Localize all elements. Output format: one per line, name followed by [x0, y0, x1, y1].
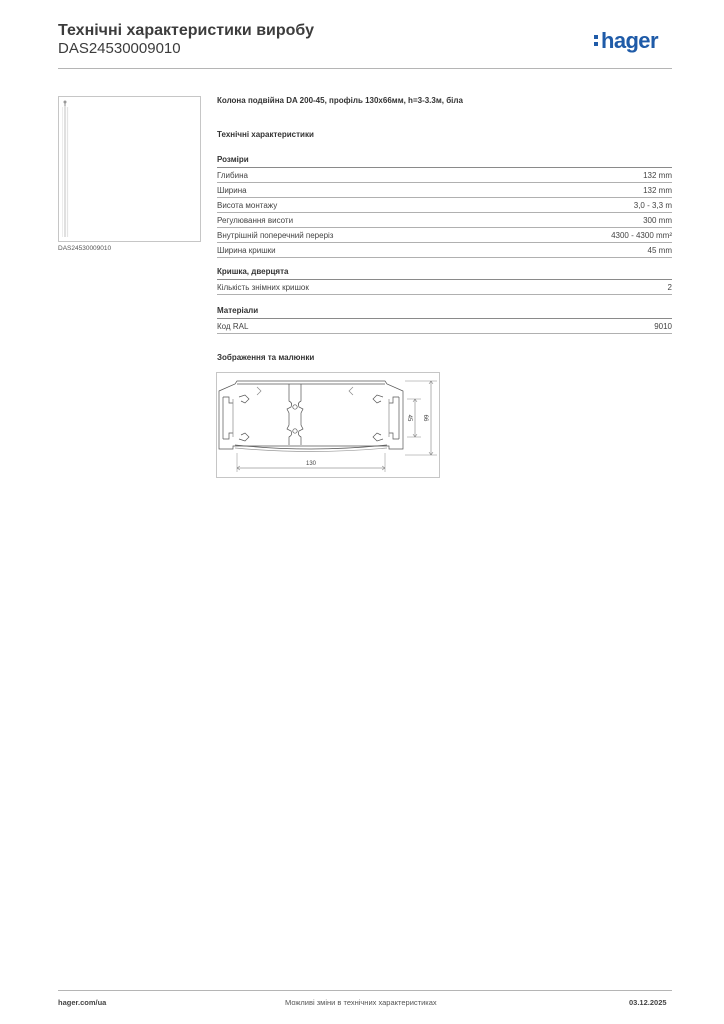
spec-value: 3,0 - 3,3 m [633, 200, 672, 210]
header-divider [58, 68, 672, 69]
spec-value: 132 mm [643, 170, 672, 180]
profile-cross-section-icon [217, 373, 441, 479]
hager-logo [594, 28, 658, 54]
spec-value: 300 mm [643, 215, 672, 225]
drawings-heading: Зображення та малюнки [217, 353, 315, 362]
column-product-icon [59, 97, 202, 243]
specs-heading: Технічні характеристики [217, 130, 314, 139]
spec-row-cover-width [217, 243, 672, 258]
spec-row-removable-covers [217, 280, 672, 295]
group-title-covers: Кришка, дверцята [217, 266, 672, 280]
spec-label: Регулювання висоти [217, 215, 294, 225]
spec-label: Код RAL [217, 321, 249, 331]
spec-value: 2 [667, 282, 672, 292]
product-image [58, 96, 201, 242]
footer-divider [58, 990, 672, 991]
spec-row-depth [217, 168, 672, 183]
spec-row-height-adjustment [217, 213, 672, 228]
spec-label: Ширина [217, 185, 247, 195]
spec-label: Глибина [217, 170, 248, 180]
dimension-inner-height-label: 45 [406, 414, 412, 422]
spec-row-mounting-height [217, 198, 672, 213]
dimension-width-label: 130 [305, 461, 317, 467]
product-image-caption: DAS24530009010 [58, 245, 112, 252]
spec-label: Висота монтажу [217, 200, 278, 210]
footer-website: hager.com/ua [58, 998, 107, 1007]
spec-value: 132 mm [643, 185, 672, 195]
product-description: Колона подвійна DA 200-45, профіль 130х66мм, h=3-3.3м, біла [217, 96, 463, 105]
spec-label: Внутрішній поперечний переріз [217, 230, 334, 240]
page-title: Технічні характеристики виробу [58, 22, 314, 39]
technical-drawing [216, 372, 440, 478]
spec-row-cross-section [217, 228, 672, 243]
footer-date: 03.12.2025 [629, 998, 667, 1007]
product-code-heading: DAS24530009010 [58, 40, 181, 57]
spec-value: 9010 [654, 321, 672, 331]
logo-text: hager [601, 28, 658, 53]
spec-content [217, 96, 672, 362]
spec-label: Ширина кришки [217, 245, 276, 255]
spec-value: 45 mm [647, 245, 672, 255]
dimension-outer-height-label: 66 [422, 414, 428, 422]
spec-row-width [217, 183, 672, 198]
spec-value: 4300 - 4300 mm² [611, 230, 672, 240]
group-title-dimensions: Розміри [217, 154, 672, 168]
group-title-materials: Матеріали [217, 305, 672, 319]
logo-dots-icon [594, 34, 599, 47]
spec-row-ral-code [217, 319, 672, 334]
footer-notice: Можливі зміни в технічних характеристиках [285, 998, 437, 1007]
spec-label: Кількість знімних кришок [217, 282, 309, 292]
